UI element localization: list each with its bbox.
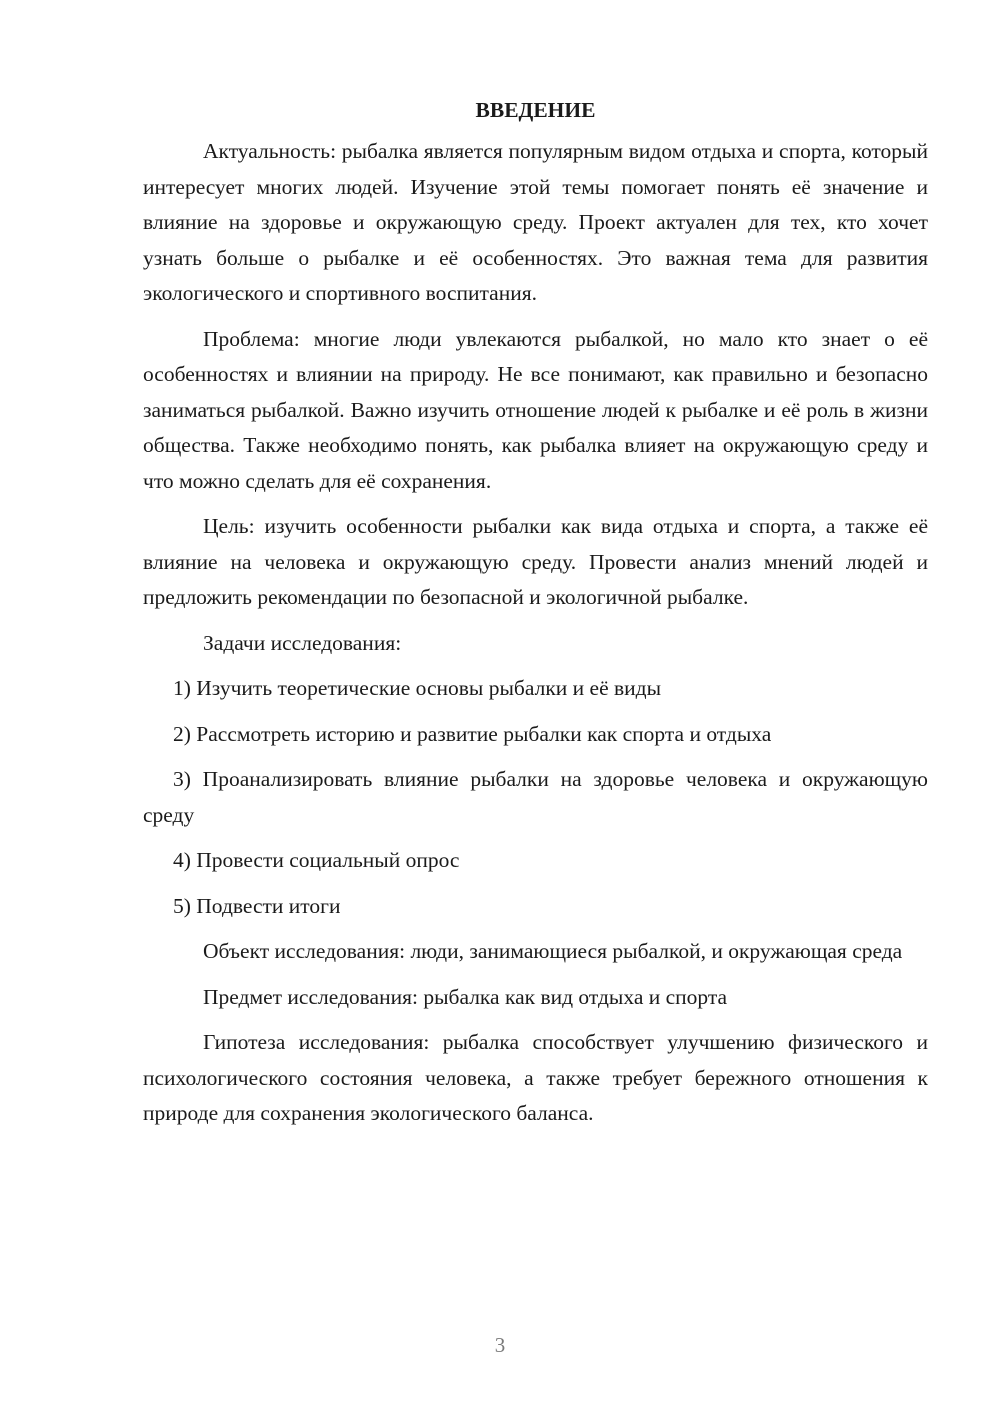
hypothesis-paragraph: Гипотеза исследования: рыбалка способствует улучшению физического и психологического состояния человека, а также требует бережного отношения к природе для сохранения экологического баланса. [143, 1030, 928, 1125]
page-number: 3 [494, 1333, 506, 1357]
document-page [143, 92, 928, 1142]
task-item-4: 4) Провести социальный опрос [173, 848, 460, 872]
task-item-3: 3) Проанализировать влияние рыбалки на здоровье человека и окружающую среду [143, 767, 928, 827]
problem-paragraph: Проблема: многие люди увлекаются рыбалкой, но мало кто знает о её особенностях и влиянии на природу. Не все понимают, как правильно и безопасно заниматься рыбалкой. Важно изучить отношение людей к рыбалке и её роль в жизни общества. Также необходимо понять, как рыбалка влияет на окружающую среду и что можно сделать для её сохранения. [143, 326, 928, 493]
goal-paragraph: Цель: изучить особенности рыбалки как вида отдыха и спорта, а также её влияние на человека и окружающую среду. Провести анализ мнений людей и предложить рекомендации по безопасной и экологичной рыбалке. [143, 514, 928, 609]
subject-paragraph: Предмет исследования: рыбалка как вид отдыха и спорта [203, 984, 728, 1009]
tasks-title: Задачи исследования: [203, 630, 402, 655]
object-paragraph: Объект исследования: люди, занимающиеся рыбалкой, и окружающая среда [203, 939, 903, 963]
relevance-paragraph: Актуальность: рыбалка является популярным видом отдыха и спорта, который интересует многих людей. Изучение этой темы помогает понять её значение и влияние на здоровье и окружающую среду. Проект актуален для тех, кто хочет узнать больше о рыбалке и её особенностях. Это важная тема для развития экологического и спортивного воспитания. [143, 139, 928, 305]
task-item-1: 1) Изучить теоретические основы рыбалки и её виды [173, 676, 662, 700]
document-heading: ВВЕДЕНИЕ [475, 98, 596, 122]
task-item-5: 5) Подвести итоги [173, 893, 341, 918]
task-item-2: 2) Рассмотреть историю и развитие рыбалки как спорта и отдыха [173, 721, 772, 746]
